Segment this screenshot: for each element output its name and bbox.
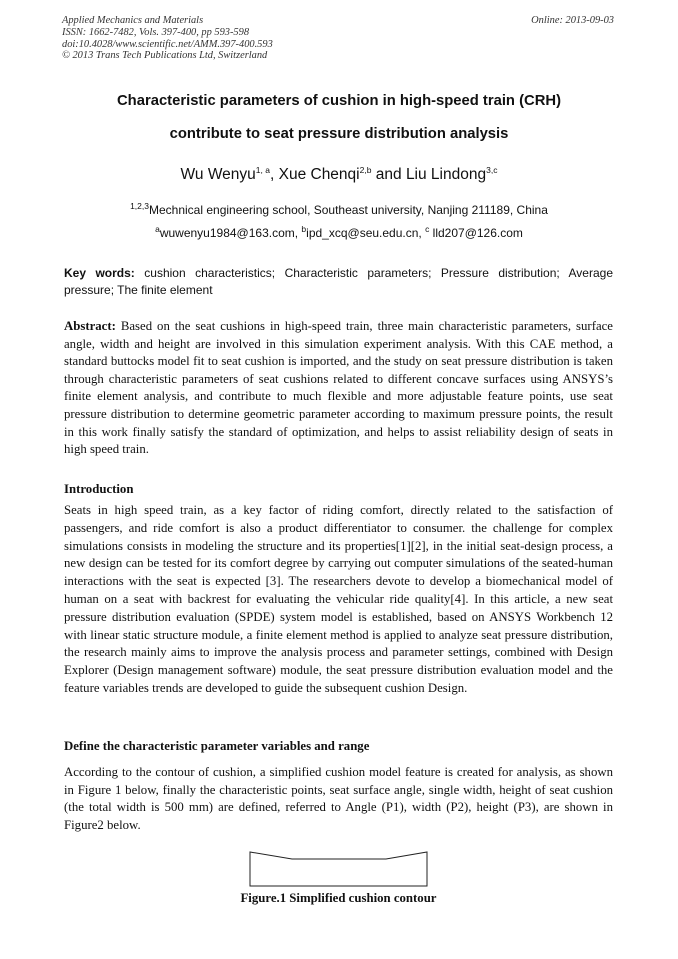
journal-info <box>62 15 273 62</box>
author-2-sup: 2,b <box>359 164 372 175</box>
issn-line: ISSN: 1662-7482, Vols. 397-400, pp 593-598 <box>62 26 250 38</box>
introduction-body: Seats in high speed train, as a key factor of riding comfort, directly related to the satisfaction of passengers, and ride comfort is also a product differentiator to consumer. the challenge for complex simulations consists in modeling the structure and its properties[1][2], in the initial seat-design process, a new design can be tested for its comfort degree by carrying out computer simulations of the seated-human interactions with the seat is expected [3]. The researchers devote to develop a biomechanical model of human on a seat with backrest for evaluating the vehicular ride quality[4]. In this article, a new seat pressure distribution evaluation (SPDE) system model is established, based on ANSYS Workbench 12 with linear static structure module, a finite element method is applied to analyze seat pressure distribution, the research mainly aims to improve the analysis process and parameter settings, combined with Design Explorer (Design management software) module, the seat pressure distribution evaluation model and the feature variables trends are developed to guide the subsequent cushion Design. <box>64 503 613 695</box>
author-2: Xue Chenqi <box>278 166 360 183</box>
author-separator: and <box>371 166 406 183</box>
doi-line: doi:10.4028/www.scientific.net/AMM.397-400.593 <box>62 38 273 50</box>
author-1-sup: 1, a <box>255 164 270 175</box>
email-a-sup: a <box>155 224 160 234</box>
define-body: According to the contour of cushion, a simplified cushion model feature is created for analysis, as shown in Figure 1 below, finally the characteristic points, seat surface angle, single width, height of seat cushion (the total width is 500 mm) are defined, referred to Angle (P1), width (P2), height (P3), are shown in Figure2 below. <box>64 765 613 832</box>
cushion-contour-outline <box>250 852 427 886</box>
cushion-contour-figure <box>248 850 430 888</box>
email-list <box>64 226 614 240</box>
author-3: Liu Lindong <box>405 166 487 183</box>
affiliation-sup: 1,2,3 <box>130 201 149 211</box>
introduction-heading: Introduction <box>64 482 134 496</box>
abstract-label: Abstract: <box>64 319 116 333</box>
figure-1-caption: Figure.1 Simplified cushion contour <box>240 891 437 905</box>
define-heading: Define the characteristic parameter variables and range <box>64 739 370 753</box>
online-date: Online: 2013-09-03 <box>531 15 614 26</box>
email-b: ipd_xcq@seu.edu.cn, <box>306 226 426 240</box>
journal-name: Applied Mechanics and Materials <box>62 15 204 26</box>
author-list <box>64 166 614 184</box>
keywords-text: cushion characteristics; Characteristic parameters; Pressure distribution; Average pressure; The finite element <box>64 266 613 297</box>
email-c-sup: c <box>425 224 430 234</box>
affiliation-text: Mechnical engineering school, Southeast university, Nanjing 211189, China <box>148 203 548 217</box>
abstract <box>64 318 613 459</box>
keywords <box>64 265 613 299</box>
paper-title-line-1: Characteristic parameters of cushion in high-speed train (CRH) <box>117 93 561 109</box>
abstract-text: Based on the seat cushions in high-speed train, three main characteristic parameters, surface angle, width and height are involved in this simulation experiment analysis. With this CAE method, a standard buttocks model fit to seat cushion is imported, and the study on seat pressure distribution is taken through characteristic parameters of seat cushions related to different concave surfaces using ANSYS’s finite element analysis, and contribute to much flexible and more adjustable feature points, use seat pressure distribution to determine geometric parameter according to maximum pressure points, the result in this work finally satisfy the standard of optimization, and helps to assist reliability design of seats in high speed train. <box>64 319 613 457</box>
email-c: lld207@126.com <box>429 226 523 240</box>
email-a: wuwenyu1984@163.com, <box>159 226 302 240</box>
author-separator: , <box>269 166 279 183</box>
author-1: Wu Wenyu <box>180 166 256 183</box>
copyright-line: © 2013 Trans Tech Publications Ltd, Switzerland <box>62 50 268 62</box>
author-3-sup: 3,c <box>486 164 498 175</box>
affiliation <box>64 203 614 217</box>
email-b-sup: b <box>301 224 307 234</box>
paper-title-line-2: contribute to seat pressure distribution analysis <box>169 126 509 142</box>
keywords-label: Key words: <box>64 266 135 280</box>
